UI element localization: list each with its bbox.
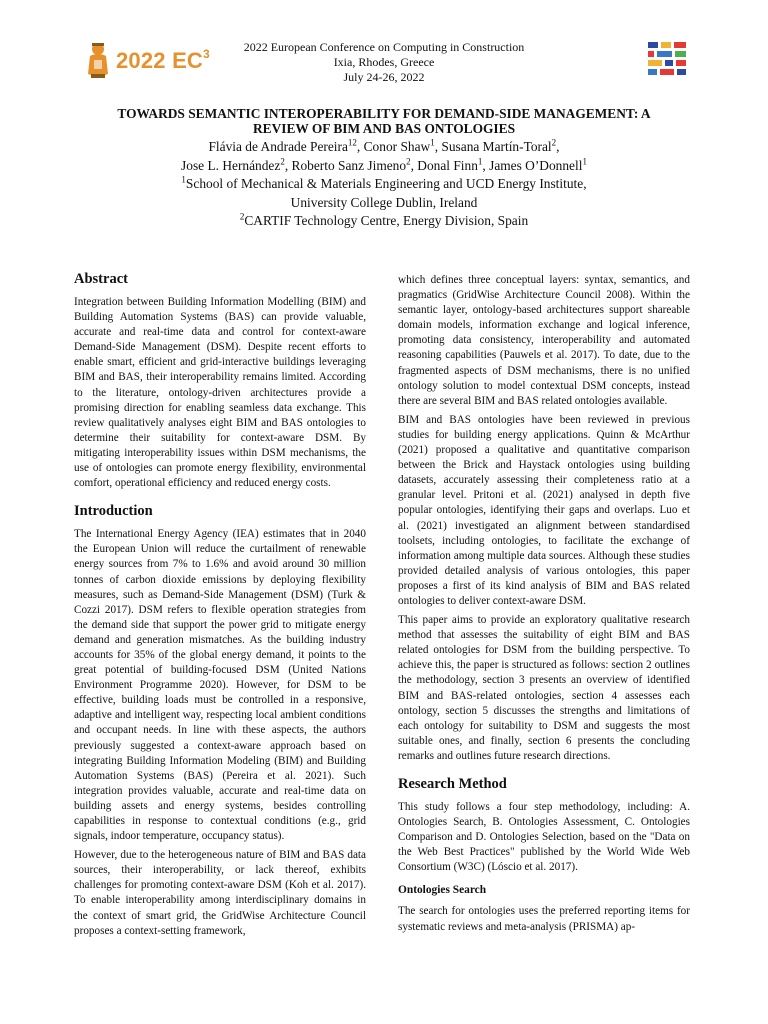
ontologies-search-heading: Ontologies Search [398, 884, 487, 897]
intro-paragraph-5: This paper aims to provide an exploratory qualitative research method that assesses the suitability of eight BIM and BAS related ontologies for DSM from the building perspective. To achieve this, the paper is structured as follows: section 2 outlines the methodology, section 3 presents an overview of identified BIM and BAS-related ontologies, section 4 assesses each ontology, section 5 discusses the strengths and limitations of each ontology for suitability to DSM and suggests the most suitable ones, and finally, section 6 presents the concluding remarks and outlines future research directions. [398, 614, 690, 762]
right-column [398, 273, 690, 935]
affiliation-2: $^2$CARTIF Technology Centre, Energy Division, Spain [239, 211, 529, 228]
mascot-logo-icon [84, 40, 112, 80]
author-line-2: Jose L. Hernández$^2$, Roberto Sanz Jimeno$^2$, Donal Finn$^1$, James O’Donnell$^1$ [181, 156, 587, 173]
colored-blocks-logo-icon [648, 42, 686, 80]
conference-name: 2022 European Conference on Computing in Construction [243, 40, 525, 54]
conference-info [230, 40, 538, 85]
intro-paragraph-3: which defines three conceptual layers: syntax, semantics, and pragmatics (GridWise Architecture Council 2008). Within the semantic layer, ontology-based architectures support shareable domain models, information exchange and logical inference, promoting data consistency, interoperability and automated reasoning capabilities (Pauwels et al. 2017). To date, due to the fragmented aspects of DSM mechanisms, there is no unified ontology solution to model contextual DSM concepts, instead there are several BIM and BAS related ontologies available. [398, 274, 690, 407]
method-paragraph-1: This study follows a four step methodology, including: A. Ontologies Search, B. Ontologies Assessment, C. Ontologies Comparison and D. Ontologies Selection, based on the "Data on the Web Best Practices" published by the World Wide Web Consortium (W3C) (Lóscio et al. 2017). [398, 801, 690, 874]
affiliation-1: $^1$School of Mechanical & Materials Engineering and UCD Energy Institute, [181, 174, 587, 191]
intro-paragraph-2: However, due to the heterogeneous nature of BIM and BAS data sources, their interoperability, or lack thereof, exhibits challenges for promoting context-aware DSM (Koh et al. 2017). To enable interoperability among interdisciplinary domains in the context of smart grid, the GridWise Architecture Council proposes a context-setting framework, [74, 849, 366, 937]
intro-paragraph-1: The International Energy Agency (IEA) estimates that in 2040 the European Union will reduce the curtailment of renewable energy sources from 7% to 1.6% and avoid around 30 million tonnes of carbon dioxide emissions by deploying flexibility measures, such as Demand-Side Management (DSM) (Turk & Cozzi 2017). DSM refers to flexible operation strategies from the demand side that support the power grid to mitigate energy demand and generation mismatches. As the building industry accounts for 35% of the global energy demand, it points to the great potential of building-focused DSM (United Nations Environment Programme 2020). However, for DSM to be effective, building loads must be controlled in a responsive, adaptive and intelligent way, respecting local ambient conditions and occupant needs. In line with these aspects, the authors previously suggested a context-aware approach based on integrating Building Information Modeling (BIM) and Building Automation Systems (BAS) (Pereira et al. 2021). Such integration provides valuable, accurate and real-time data on building assets and energy systems, besides controlling capabilities in response to contextual conditions (e.g., grid signals, indoor temperature, occupancy status). [74, 528, 366, 843]
conference-dates: July 24-26, 2022 [343, 70, 425, 84]
introduction-heading: Introduction [74, 503, 153, 520]
abstract-text: Integration between Building Information Modelling (BIM) and Building Automation Systems (BAS) can provide valuable, accurate and real-time data and control for context-aware Demand-Side Management (DSM). Despite recent efforts to enable smart, efficient and grid-interactive buildings leveraging BIM and BAS, their interoperability remains limited. According to the literature, ontology-driven architectures provide a promising direction for enabling seamless data exchange. This review qualitatively analyses eight BIM and BAS ontologies to determine their suitability for context-aware DSM. By mitigating interoperability issues within DSM mechanisms, the use of ontologies can promote energy flexibility, environmental comfort, operational efficiency and reduced energy costs. [74, 296, 366, 490]
logo-wordmark: 2022 $EC^3$ [116, 46, 210, 73]
author-block [60, 138, 708, 231]
conference-header [0, 36, 768, 88]
ec3-logo [84, 40, 210, 80]
search-paragraph-1: The search for ontologies uses the preferred reporting items for systematic reviews and meta-analysis (PRISMA) ap- [398, 905, 690, 933]
abstract-heading: Abstract [74, 271, 128, 287]
research-method-heading: Research Method [398, 776, 507, 792]
left-column [74, 270, 366, 939]
conference-location: Ixia, Rhodes, Greece [333, 55, 435, 69]
paper-title: TOWARDS SEMANTIC INTEROPERABILITY FOR DEMAND-SIDE MANAGEMENT: A REVIEW OF BIM AND BAS ONTOLOGIES [117, 106, 651, 136]
author-line-1: Flávia de Andrade Pereira$^{12}$, Conor Shaw$^1$, Susana Martín-Toral$^2$, [208, 137, 560, 154]
affiliation-1-cont: University College Dublin, Ireland [290, 194, 478, 210]
intro-paragraph-4: BIM and BAS ontologies have been reviewed in previous studies for building energy applications. Quinn & McArthur (2021) proposed a qualitative and quantitative comparison between the Brick and Haystack ontologies using building datasets, accurately assessing their completeness ratio at a granular level. Pritoni et al. (2021) analysed in depth five popular ontologies, identifying their gaps and overlaps. Luo et al. (2021) investigated an alignment between standardised toolsets, including ontologies, to facilitate the exchange of information among multiple data sources. Although these studies provided detailed analysis of various ontologies, this paper proposes a first of its kind analysis of BIM and BAS related ontologies to deliver context-aware DSM. [398, 413, 690, 607]
